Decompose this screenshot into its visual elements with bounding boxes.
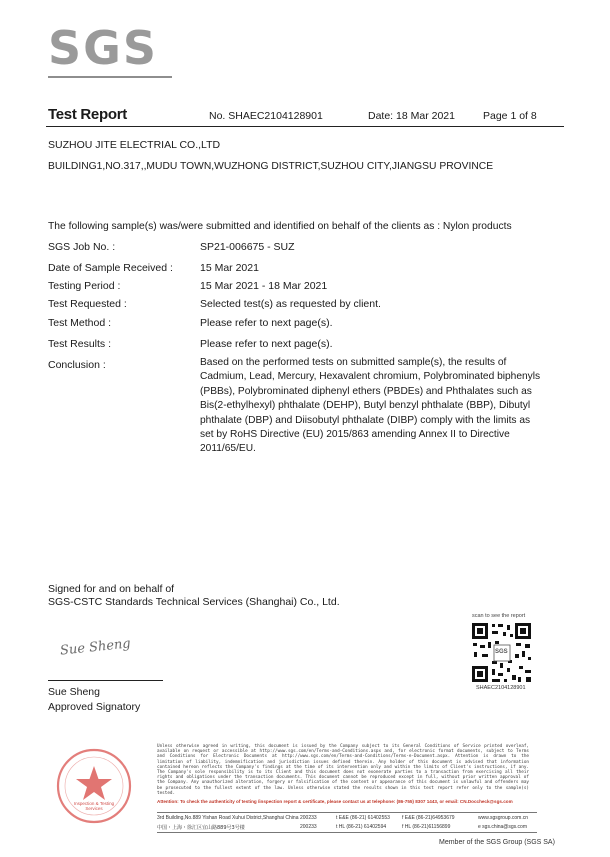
sgs-logo-text: SGS xyxy=(48,21,159,75)
handwritten-signature: Sue Sheng xyxy=(59,636,132,659)
footer-fax-2: f HL (86-21)61156899 xyxy=(402,824,451,830)
field-label-job-no: SGS Job No. : xyxy=(48,241,116,253)
footer-rule-bottom xyxy=(157,832,537,833)
signatory-role: Approved Signatory xyxy=(48,701,141,713)
qr-report-code: SHAEC2104128901 xyxy=(476,685,526,691)
signature-line xyxy=(48,680,163,681)
field-label-date-received: Date of Sample Received : xyxy=(48,262,173,274)
seal-icon xyxy=(54,746,134,826)
qr-code-icon[interactable] xyxy=(470,621,533,684)
field-value-testing-period: 15 Mar 2021 - 18 Mar 2021 xyxy=(200,280,328,292)
field-label-test-results: Test Results : xyxy=(48,338,112,350)
conclusion-text: Based on the performed tests on submitted sample(s), the results of Cadmium, Lead, Mercury, Hexavalent chromium, Polybrominated biphenyls (PBBs), Polybrominated diphenyl ethers (PBDEs) and Phthalates such as Bis(2-ethylhexyl) phthalate (DEHP), Butyl benzyl phthalate (BBP), Dibutyl phthalate (DBP) and Diisobutyl phthalate (DIBP) comply with the limits as set by RoHS Directive (EU) 2015/863 amending Annex II to Directive 2011/65/EU. xyxy=(200,357,541,455)
signatory-name: Sue Sheng xyxy=(48,686,100,698)
report-title: Test Report xyxy=(48,106,127,123)
footer-zip-2: 200233 xyxy=(300,824,317,830)
field-label-testing-period: Testing Period : xyxy=(48,280,121,292)
qr-center-logo: SGS xyxy=(495,649,508,655)
field-value-date-received: 15 Mar 2021 xyxy=(200,262,259,274)
footer-disclaimer: Unless otherwise agreed in writing, this document is issued by the Company subject to its General Conditions of Service printed overleaf, available on request or accessible at http://www.sgs.com/en/Terms-and-Conditions.aspx and, for electronic format documents, subject to Terms and Conditions for Electronic Documents at http://www.sgs.com/en/Terms-and-Conditions/Terms-e-Document.aspx. Attention is drawn to the limitation of liability, indemnification and jurisdiction issues defined therein. Any holder of this document is advised that information contained hereon reflects the Company's findings at the time of its intervention only and within the limits of Client's instructions, if any. The Company's sole responsibility is to its Client and this document does not exonerate parties to a transaction from exercising all their rights and obligations under the transaction documents. This document cannot be reproduced except in full, without prior written approval of the Company. Any unauthorized alteration, forgery or falsification of the content or appearance of this document is unlawful and offenders may be prosecuted to the fullest extent of the law. Unless otherwise stated the results shown in this test report refer only to the sample(s) tested. xyxy=(157,744,529,796)
sample-intro: The following sample(s) was/were submitted and identified on behalf of the clients as : Nylon products xyxy=(48,221,512,232)
footer-address-en: 3rd Building,No.889 Yishan Road Xuhui District,Shanghai China xyxy=(157,815,299,821)
field-value-test-requested: Selected test(s) as requested by client. xyxy=(200,298,381,310)
footer-email: e sgs.china@sgs.com xyxy=(478,824,527,830)
report-date: Date: 18 Mar 2021 xyxy=(368,110,455,122)
footer-tel-2: t HL (86-21) 61402594 xyxy=(336,824,387,830)
footer-attention: Attention: To check the authenticity of testing /inspection report & certificate, please contact us at telephone: (86-755) 8307 1443, or email: CN.Doccheck@sgs.com xyxy=(157,799,513,804)
field-value-job-no: SP21-006675 - SUZ xyxy=(200,241,295,253)
footer-rule-top xyxy=(157,812,537,813)
report-number: No. SHAEC2104128901 xyxy=(209,110,323,122)
sgs-group-member: Member of the SGS Group (SGS SA) xyxy=(439,839,555,846)
conclusion-label: Conclusion : xyxy=(48,359,106,371)
seal-text: Inspection & Testing Services xyxy=(73,801,115,811)
footer-fax-1: f E&E (86-21)64953679 xyxy=(402,815,455,821)
header-rule xyxy=(46,126,564,127)
page-indicator: Page 1 of 8 xyxy=(483,110,537,122)
signed-line-2: SGS-CSTC Standards Technical Services (Shanghai) Co., Ltd. xyxy=(48,596,340,608)
client-address: BUILDING1,NO.317,,MUDU TOWN,WUZHONG DISTRICT,SUZHOU CITY,JIANGSU PROVINCE xyxy=(48,161,494,172)
footer-web: www.sgsgroup.com.cn xyxy=(478,815,529,821)
client-name: SUZHOU JITE ELECTRIAL CO.,LTD xyxy=(48,139,221,151)
footer-address-cn: 中国・上海・徐汇区宜山路889号3号楼 xyxy=(157,825,245,831)
field-value-test-method: Please refer to next page(s). xyxy=(200,317,333,329)
field-value-test-results: Please refer to next page(s). xyxy=(200,338,333,350)
logo-rule xyxy=(48,76,172,78)
field-label-test-requested: Test Requested : xyxy=(48,298,127,310)
field-label-test-method: Test Method : xyxy=(48,317,112,329)
footer-zip-1: 200233 xyxy=(300,815,317,821)
sgs-logo xyxy=(48,20,172,80)
signed-line-1: Signed for and on behalf of xyxy=(48,583,175,595)
footer-tel-1: t E&E (86-21) 61402553 xyxy=(336,815,390,821)
company-seal xyxy=(54,746,134,826)
qr-caption: scan to see the report xyxy=(472,613,526,619)
